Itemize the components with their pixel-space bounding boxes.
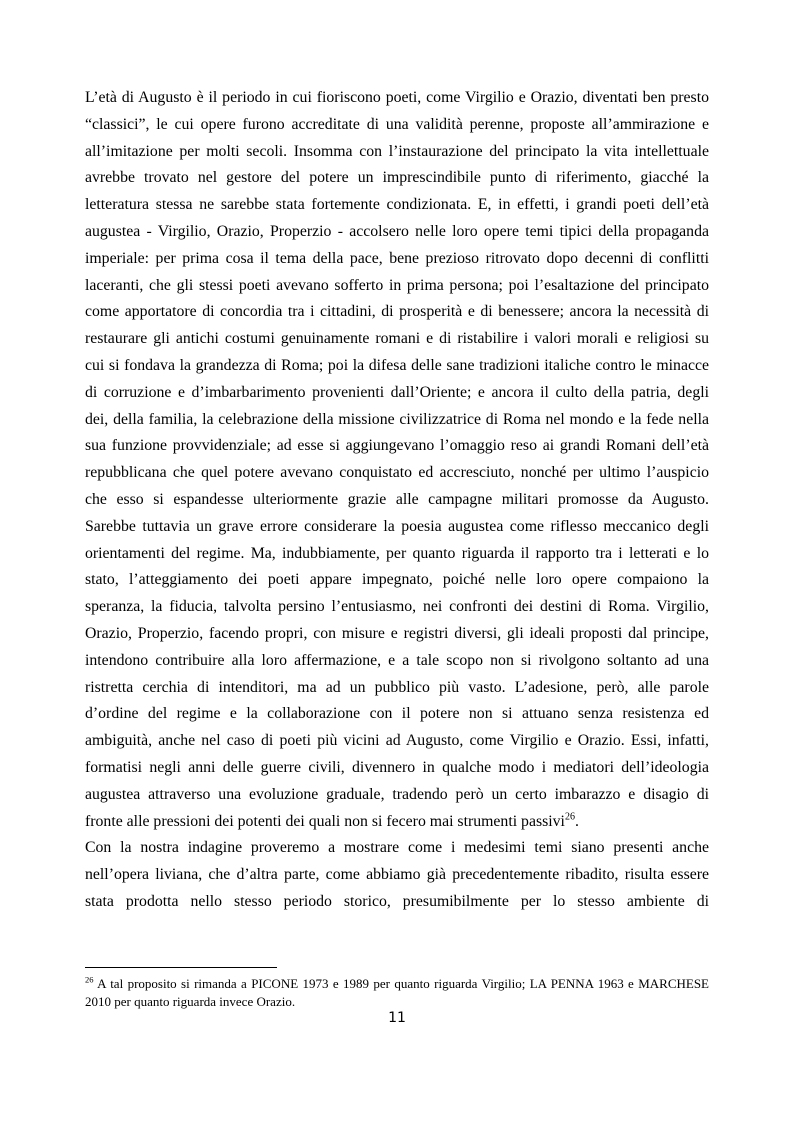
text-line: Orazio, Properzio, facendo propri, con misure e registri diversi, gli ideali proposti dal principe,: [85, 624, 709, 642]
text-line: augustea - Virgilio, Orazio, Properzio - accolsero nelle loro opere temi tipici della propaganda: [85, 222, 709, 240]
text-line: orientamenti del regime. Ma, indubbiamente, per quanto riguarda il rapporto tra i letterati e lo: [85, 544, 709, 562]
text-line: restaurare gli antichi costumi genuinamente romani e di ristabilire i valori morali e religiosi su: [85, 330, 709, 348]
footnote-line: [85, 975, 709, 993]
footnote-reference-link[interactable]: 26: [564, 811, 575, 823]
text-line: laceranti, che gli stessi poeti avevano sofferto in prima persona; poi l’esaltazione del principato: [85, 276, 709, 294]
page-number: 11: [388, 1010, 406, 1026]
text-line: formatisi negli anni delle guerre civili, divennero in qualche modo i mediatori dell’ideologia: [85, 758, 709, 776]
text-line: dei, della familia, la celebrazione della missione civilizzatrice di Roma nel mondo e la fede nella: [85, 410, 709, 428]
text-line: cui si fondava la grandezza di Roma; poi la difesa delle sane tradizioni italiche contro le minacce: [85, 356, 709, 374]
text-line: avrebbe trovato nel gestore del potere un imprescindibile punto di riferimento, giacché la: [85, 169, 709, 187]
text-line: speranza, la fiducia, talvolta persino l’entusiasmo, nei confronti dei destini di Roma. Virgilio,: [85, 598, 709, 616]
text-line-punctuation: .: [574, 812, 579, 830]
text-line: nell’opera liviana, che d’altra parte, come abbiamo già precedentemente ribadito, risulta essere: [85, 866, 709, 884]
text-line: d’ordine del regime e la collaborazione con il potere non si attuano senza resistenza ed: [85, 705, 709, 723]
text-line: L’età di Augusto è il periodo in cui fioriscono poeti, come Virgilio e Orazio, diventati ben presto: [85, 89, 709, 106]
body-text: [85, 85, 709, 916]
text-line: letteratura stessa ne sarebbe stata fortemente condizionata. E, in effetti, i grandi poeti dell’età: [85, 196, 709, 214]
text-line: come apportatore di concordia tra i cittadini, di prosperità e di benessere; ancora la necessità di: [85, 303, 709, 321]
footnote-line: 2010 per quanto riguarda invece Orazio.: [85, 994, 296, 1009]
text-line: ambiguità, anche nel caso di poeti più vicini ad Augusto, come Virgilio e Orazio. Essi, infatti,: [85, 732, 709, 750]
text-line: di corruzione e d’imbarbarimento provenienti dall’Oriente; e ancora il culto della patria, degli: [85, 383, 709, 401]
text-line: intendono contribuire alla loro affermazione, e a tale scopo non si rivolgono soltanto ad una: [85, 651, 709, 669]
text-line: “classici”, le cui opere furono accreditate di una validità perenne, proposte all’ammirazione e: [85, 115, 709, 133]
footnote: [85, 975, 709, 1011]
text-line: sua funzione provvidenziale; ad esse si aggiungevano l’omaggio reso ai grandi Romani dell’età: [85, 437, 709, 455]
text-line: stato, l’atteggiamento dei poeti appare impegnato, poiché nelle loro opere compaiono la: [85, 571, 709, 589]
text-line: imperiale: per prima cosa il tema della pace, bene prezioso ritrovato dopo decenni di conflitti: [85, 249, 709, 267]
text-line: che esso si espandesse ulteriormente grazie alle campagne militari promosse da Augusto.: [85, 490, 709, 508]
text-line-content: fronte alle pressioni dei potenti dei quali non si fecero mai strumenti passivi: [85, 812, 565, 830]
text-line: augustea attraverso una evoluzione graduale, tradendo però un certo imbarazzo e disagio di: [85, 785, 709, 803]
text-line: ristretta cerchia di intenditori, ma ad un pubblico più vasto. L’adesione, però, alle parole: [85, 678, 709, 696]
footnote-separator: [85, 967, 277, 968]
text-line: Con la nostra indagine proveremo a mostrare come i medesimi temi siano presenti anche: [85, 839, 709, 857]
text-line: Sarebbe tuttavia un grave errore considerare la poesia augustea come riflesso meccanico degli: [85, 517, 709, 535]
text-line: repubblicana che quel potere avevano conquistato ed accresciuto, nonché per ultimo l’auspicio: [85, 464, 709, 482]
text-line: [85, 809, 709, 836]
text-line: stata prodotta nello stesso periodo storico, presumibilmente per lo stesso ambiente di: [85, 892, 709, 910]
footnote-text: A tal proposito si rimanda a PICONE 1973 e 1989 per quanto riguarda Virgilio; LA PENNA 1963 e MARCHESE: [93, 976, 709, 991]
text-line: all’imitazione per molti secoli. Insomma con l’instaurazione del principato la vita intellettuale: [85, 142, 709, 160]
footnote-number: 26: [85, 974, 94, 985]
